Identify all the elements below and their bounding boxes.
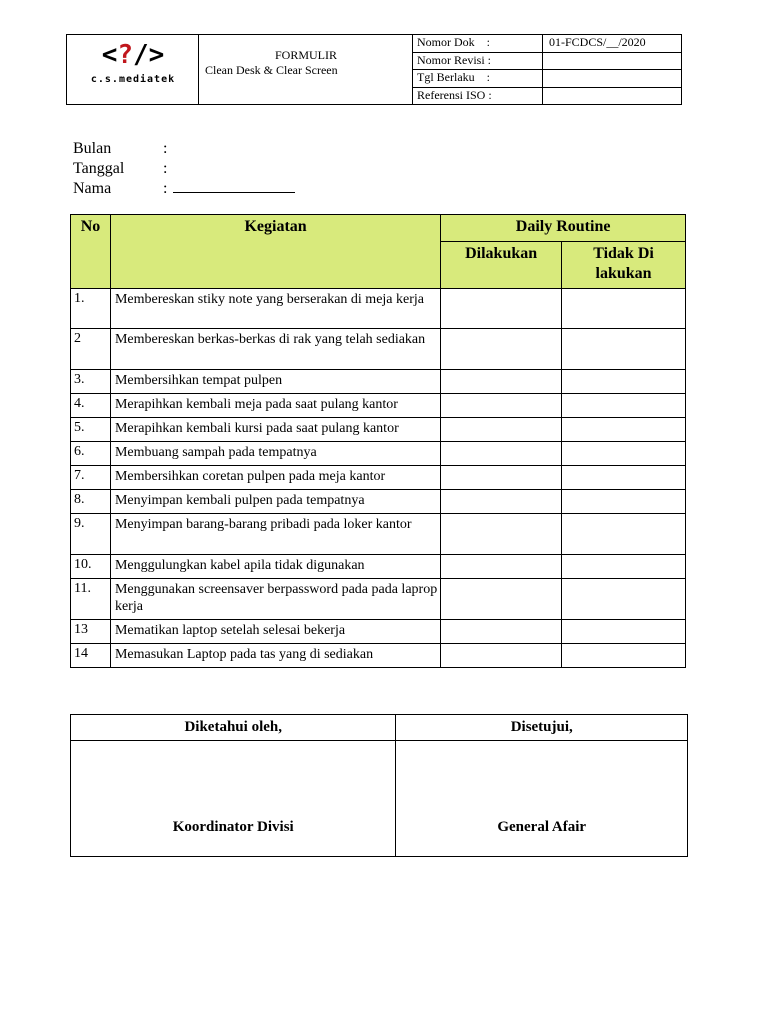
company-logo-text: c.s.mediatek: [90, 74, 176, 85]
meta-value: [543, 70, 682, 88]
row-number: 9.: [71, 514, 111, 555]
document-meta-table: [413, 35, 681, 104]
table-row: [71, 644, 686, 668]
signature-table: [70, 714, 688, 857]
meta-row: [413, 70, 681, 88]
meta-row: [413, 52, 681, 70]
tidak-dilakukan-cell[interactable]: [562, 418, 686, 442]
meta-key: Tgl Berlaku :: [413, 70, 543, 88]
dilakukan-cell[interactable]: [441, 329, 562, 370]
table-row: [71, 514, 686, 555]
dilakukan-cell[interactable]: [441, 370, 562, 394]
company-logo: <?/>: [101, 40, 165, 70]
row-number: 8.: [71, 490, 111, 514]
tidak-dilakukan-cell[interactable]: [562, 329, 686, 370]
row-number: 7.: [71, 466, 111, 490]
nama-line: [73, 178, 295, 199]
row-number: 13: [71, 620, 111, 644]
tidak-dilakukan-cell[interactable]: [562, 370, 686, 394]
table-row: [71, 579, 686, 620]
row-number: 1.: [71, 289, 111, 329]
coordinator-role: Koordinator Divisi: [172, 819, 294, 835]
form-title: FORMULIR: [274, 48, 337, 62]
row-activity: Mematikan laptop setelah selesai bekerja: [110, 620, 440, 644]
dilakukan-cell[interactable]: [441, 579, 562, 620]
dilakukan-cell[interactable]: [441, 394, 562, 418]
table-row: [71, 289, 686, 329]
bulan-colon: :: [163, 140, 168, 157]
general-affair-role: General Afair: [497, 819, 587, 835]
tidak-dilakukan-cell[interactable]: [562, 442, 686, 466]
tanggal-colon: :: [163, 160, 168, 177]
tidak-dilakukan-cell[interactable]: [562, 644, 686, 668]
row-activity: Memasukan Laptop pada tas yang di sediakan: [110, 644, 440, 668]
meta-value: [543, 87, 682, 104]
row-activity: Membersihkan tempat pulpen: [110, 370, 440, 394]
row-number: 5.: [71, 418, 111, 442]
dilakukan-cell[interactable]: [441, 418, 562, 442]
row-number: 2: [71, 329, 111, 370]
tidak-dilakukan-cell[interactable]: [562, 490, 686, 514]
bulan-label: Bulan: [73, 140, 112, 157]
row-activity: Membereskan berkas-berkas di rak yang telah sediakan: [110, 329, 440, 370]
row-activity: Membereskan stiky note yang berserakan di meja kerja: [110, 289, 440, 329]
row-activity: Merapihkan kembali meja pada saat pulang kantor: [110, 394, 440, 418]
row-activity: Menyimpan kembali pulpen pada tempatnya: [110, 490, 440, 514]
row-activity: Menyimpan barang-barang pribadi pada loker kantor: [110, 514, 440, 555]
table-row: [71, 466, 686, 490]
col-header-no: No: [71, 215, 111, 289]
table-row: [71, 329, 686, 370]
meta-key: Nomor Dok :: [413, 35, 543, 52]
logo-cell: [67, 35, 199, 104]
dilakukan-cell[interactable]: [441, 620, 562, 644]
coordinator-signature-box: [71, 741, 396, 857]
row-number: 14: [71, 644, 111, 668]
general-affair-signature-box: [396, 741, 688, 857]
row-activity: Membuang sampah pada tempatnya: [110, 442, 440, 466]
tanggal-line: [73, 159, 167, 179]
dilakukan-cell[interactable]: [441, 514, 562, 555]
form-header: [66, 34, 682, 105]
dilakukan-cell[interactable]: [441, 490, 562, 514]
bulan-line: [73, 139, 167, 159]
row-activity: Merapihkan kembali kursi pada saat pulang kantor: [110, 418, 440, 442]
dilakukan-cell[interactable]: [441, 289, 562, 329]
table-row: [71, 394, 686, 418]
approved-by-header: Disetujui,: [396, 715, 688, 741]
row-number: 10.: [71, 555, 111, 579]
row-number: 11.: [71, 579, 111, 620]
col-header-tidak-dilakukan: Tidak Di lakukan: [562, 242, 686, 289]
table-row: [71, 620, 686, 644]
row-activity: Menggunakan screensaver berpassword pada pada laprop kerja: [110, 579, 440, 620]
dilakukan-cell[interactable]: [441, 644, 562, 668]
known-by-header: Diketahui oleh,: [71, 715, 396, 741]
tidak-dilakukan-cell[interactable]: [562, 466, 686, 490]
meta-value: [543, 52, 682, 70]
dilakukan-cell[interactable]: [441, 466, 562, 490]
tidak-dilakukan-cell[interactable]: [562, 620, 686, 644]
table-row: [71, 555, 686, 579]
table-row: [71, 442, 686, 466]
col-header-kegiatan: Kegiatan: [110, 215, 440, 289]
tidak-dilakukan-cell[interactable]: [562, 514, 686, 555]
nama-colon: :: [163, 180, 168, 197]
tanggal-label: Tanggal: [73, 160, 125, 177]
row-number: 6.: [71, 442, 111, 466]
tidak-dilakukan-cell[interactable]: [562, 555, 686, 579]
table-row: [71, 490, 686, 514]
title-cell: [199, 35, 413, 104]
form-subtitle: Clean Desk & Clear Screen: [205, 63, 338, 77]
meta-row: [413, 87, 681, 104]
tidak-dilakukan-cell[interactable]: [562, 579, 686, 620]
tidak-dilakukan-cell[interactable]: [562, 289, 686, 329]
nama-input-line[interactable]: [173, 178, 295, 193]
row-activity: Menggulungkan kabel apila tidak digunakan: [110, 555, 440, 579]
col-header-daily-routine: Daily Routine: [441, 215, 686, 242]
row-activity: Membersihkan coretan pulpen pada meja kantor: [110, 466, 440, 490]
row-number: 3.: [71, 370, 111, 394]
tidak-dilakukan-cell[interactable]: [562, 394, 686, 418]
col-header-dilakukan: Dilakukan: [441, 242, 562, 289]
meta-key: Referensi ISO :: [413, 87, 543, 104]
table-row: [71, 418, 686, 442]
meta-row: [413, 35, 681, 52]
nama-label: Nama: [73, 180, 112, 197]
dilakukan-cell[interactable]: [441, 555, 562, 579]
dilakukan-cell[interactable]: [441, 442, 562, 466]
table-row: [71, 370, 686, 394]
row-number: 4.: [71, 394, 111, 418]
meta-key: Nomor Revisi :: [413, 52, 543, 70]
checklist-table: [70, 214, 686, 668]
meta-value: 01-FCDCS/__/2020: [549, 35, 646, 49]
